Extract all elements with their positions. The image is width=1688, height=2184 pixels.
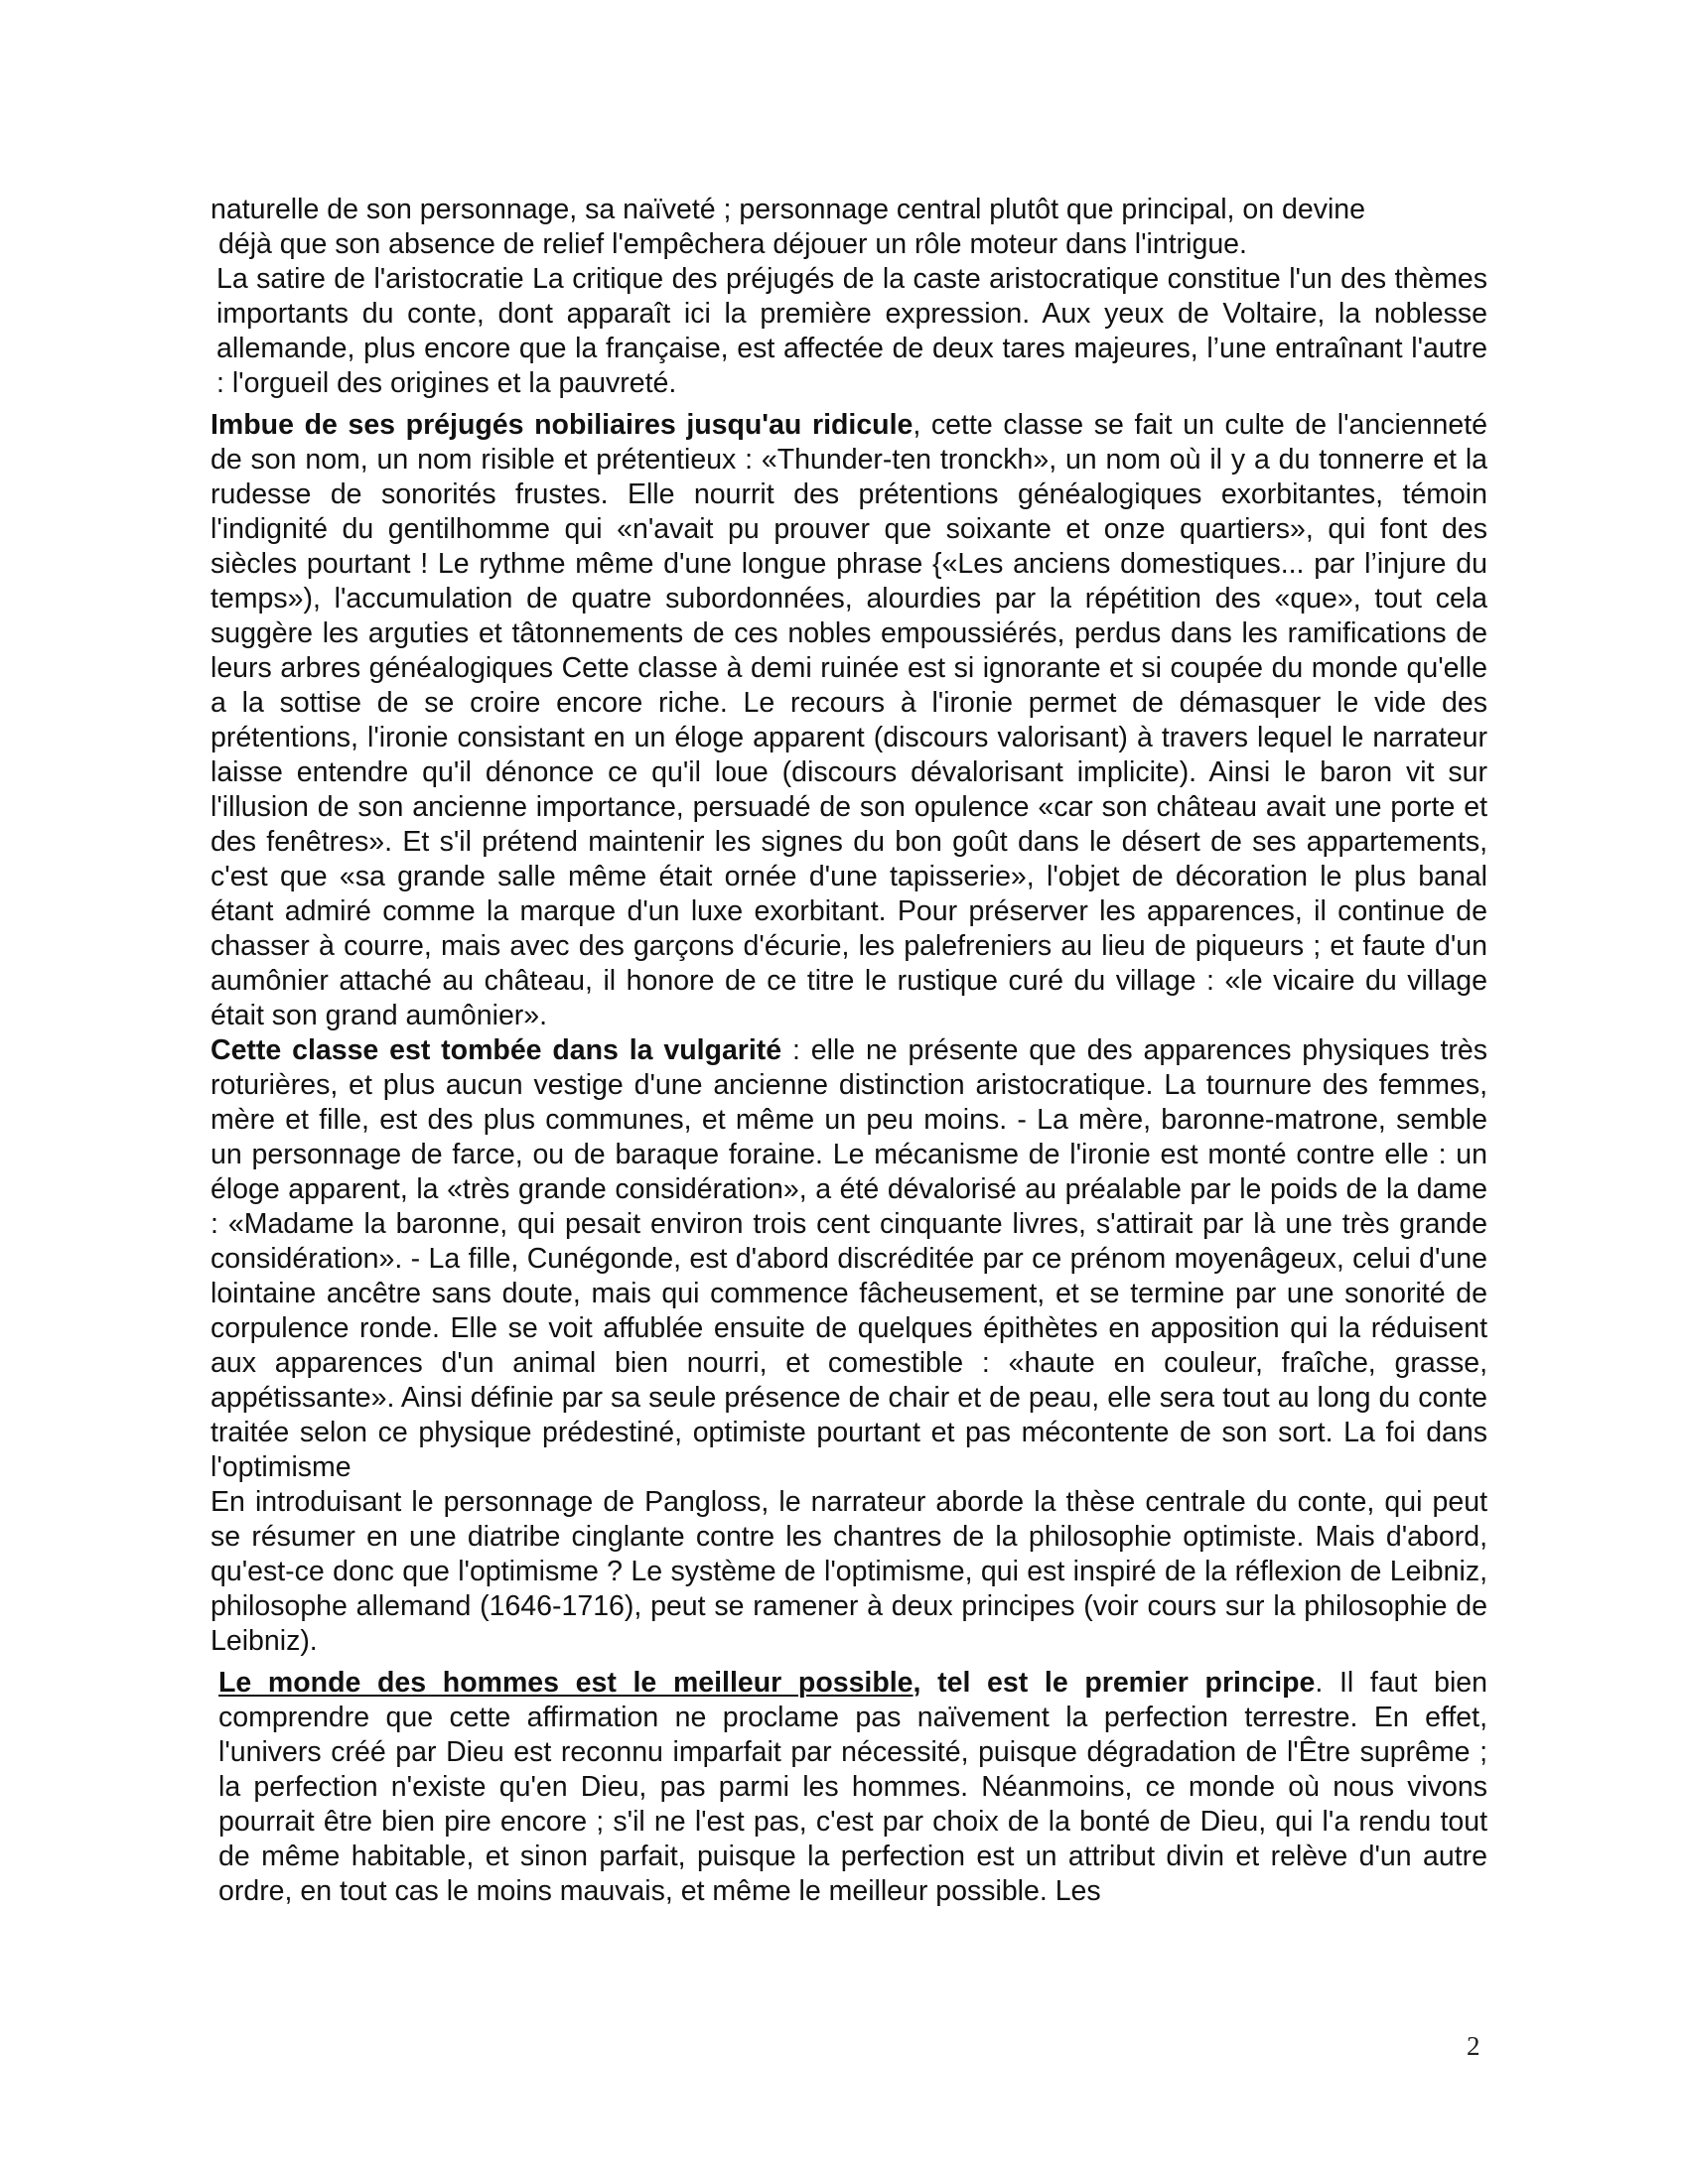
paragraph-6 bbox=[211, 1666, 1487, 1909]
paragraph-1-line-1: naturelle de son personnage, sa naïveté ; personnage central plutôt que principal, on devine bbox=[211, 194, 1365, 225]
paragraph-4-text: : elle ne présente que des apparences physiques très roturières, et plus aucun vestige d'une ancienne distinction aristocratique. La tournure des femmes, mère et fille, est des plus communes, et même un peu moins. - La mère, baronne-matrone, semble un personnage de farce, ou de baraque foraine. Le mécanisme de l'ironie est monté contre elle : un éloge apparent, la «très grande considération», a été dévalorisé au préalable par le poids de la dame : «Madame la baronne, qui pesait environ trois cent cinquante livres, s'attirait par là une très grande considération». - La fille, Cunégonde, est d'abord discréditée par ce prénom moyenâgeux, celui d'une lointaine ancêtre sans doute, mais qui commence fâcheusement, et se termine par une sonorité de corpulence ronde. Elle se voit affublée ensuite de quelques épithètes en apposition qui la réduisent aux apparences d'un animal bien nourri, et comestible : «haute en couleur, fraîche, grasse, appétissante». Ainsi définie par sa seule présence de chair et de peau, elle sera tout au long du conte traitée selon ce physique prédestiné, optimiste pourtant et pas mécontente de son sort. La foi dans l'optimisme bbox=[211, 1034, 1487, 1483]
document-body bbox=[211, 193, 1487, 1909]
paragraph-3 bbox=[211, 408, 1487, 1033]
paragraph-6-heading: , tel est le premier principe bbox=[913, 1667, 1316, 1699]
paragraph-6-heading-underlined: Le monde des hommes est le meilleur possible bbox=[218, 1667, 914, 1699]
paragraph-2: La satire de l'aristocratie La critique des préjugés de la caste aristocratique constitue l'un des thèmes importants du conte, dont apparaît ici la première expression. Aux yeux de Voltaire, la noblesse allemande, plus encore que la française, est affectée de deux tares majeures, l’une entraînant l'autre : l'orgueil des origines et la pauvreté. bbox=[216, 263, 1487, 399]
paragraph-3-heading: Imbue de ses préjugés nobiliaires jusqu'au ridicule bbox=[211, 409, 914, 441]
paragraph-4 bbox=[211, 1033, 1487, 1485]
paragraph-6-text: . Il faut bien comprendre que cette affirmation ne proclame pas naïvement la perfection terrestre. En effet, l'univers créé par Dieu est reconnu imparfait par nécessité, puisque dégradation de l'Être suprême ; la perfection n'existe qu'en Dieu, pas parmi les hommes. Néanmoins, ce monde où nous vivons pourrait être bien pire encore ; s'il ne l'est pas, c'est par choix de la bonté de Dieu, qui l'a rendu tout de même habitable, et sinon parfait, puisque la perfection est un attribut divin et relève d'un autre ordre, en tout cas le moins mauvais, et même le meilleur possible. Les bbox=[218, 1667, 1487, 1907]
paragraph-1-line-2: déjà que son absence de relief l'empêchera déjouer un rôle moteur dans l'intrigue. bbox=[218, 228, 1247, 260]
paragraph-4-heading: Cette classe est tombée dans la vulgarité bbox=[211, 1034, 782, 1066]
paragraph-5: En introduisant le personnage de Pangloss, le narrateur aborde la thèse centrale du conte, qui peut se résumer en une diatribe cinglante contre les chantres de la philosophie optimiste. Mais d'abord, qu'est-ce donc que l'optimisme ? Le système de l'optimisme, qui est inspiré de la réflexion de Leibniz, philosophe allemand (1646-1716), peut se ramener à deux principes (voir cours sur la philosophie de Leibniz). bbox=[211, 1486, 1487, 1657]
paragraph-3-text: , cette classe se fait un culte de l'ancienneté de son nom, un nom risible et prétentieux : «Thunder-ten tronckh», un nom où il y a du tonnerre et la rudesse de sonorités frustes. Elle nourrit des prétentions généalogiques exorbitantes, témoin l'indignité du gentilhomme qui «n'avait pu prouver que soixante et onze quartiers», qui font des siècles pourtant ! Le rythme même d'une longue phrase {«Les anciens domestiques... par l’injure du temps»), l'accumulation de quatre subordonnées, alourdies par la répétition des «que», tout cela suggère les arguties et tâtonnements de ces nobles empoussiérés, perdus dans les ramifications de leurs arbres généalogiques Cette classe à demi ruinée est si ignorante et si coupée du monde qu'elle a la sottise de se croire encore riche. Le recours à l'ironie permet de démasquer le vide des prétentions, l'ironie consistant en un éloge apparent (discours valorisant) à travers lequel le narrateur laisse entendre qu'il dénonce ce qu'il loue (discours dévalorisant implicite). Ainsi le baron vit sur l'illusion de son ancienne importance, persuadé de son opulence «car son château avait une porte et des fenêtres». Et s'il prétend maintenir les signes du bon goût dans le désert de ses appartements, c'est que «sa grande salle même était ornée d'une tapisserie», l'objet de décoration le plus banal étant admiré comme la marque d'un luxe exorbitant. Pour préserver les apparences, il continue de chasser à courre, mais avec des garçons d'écurie, les palefreniers au lieu de piqueurs ; et faute d'un aumônier attaché au château, il honore de ce titre le rustique curé du village : «le vicaire du village était son grand aumônier». bbox=[211, 409, 1487, 1031]
page-number: 2 bbox=[1467, 2031, 1480, 2061]
paragraph-1 bbox=[211, 193, 1487, 262]
